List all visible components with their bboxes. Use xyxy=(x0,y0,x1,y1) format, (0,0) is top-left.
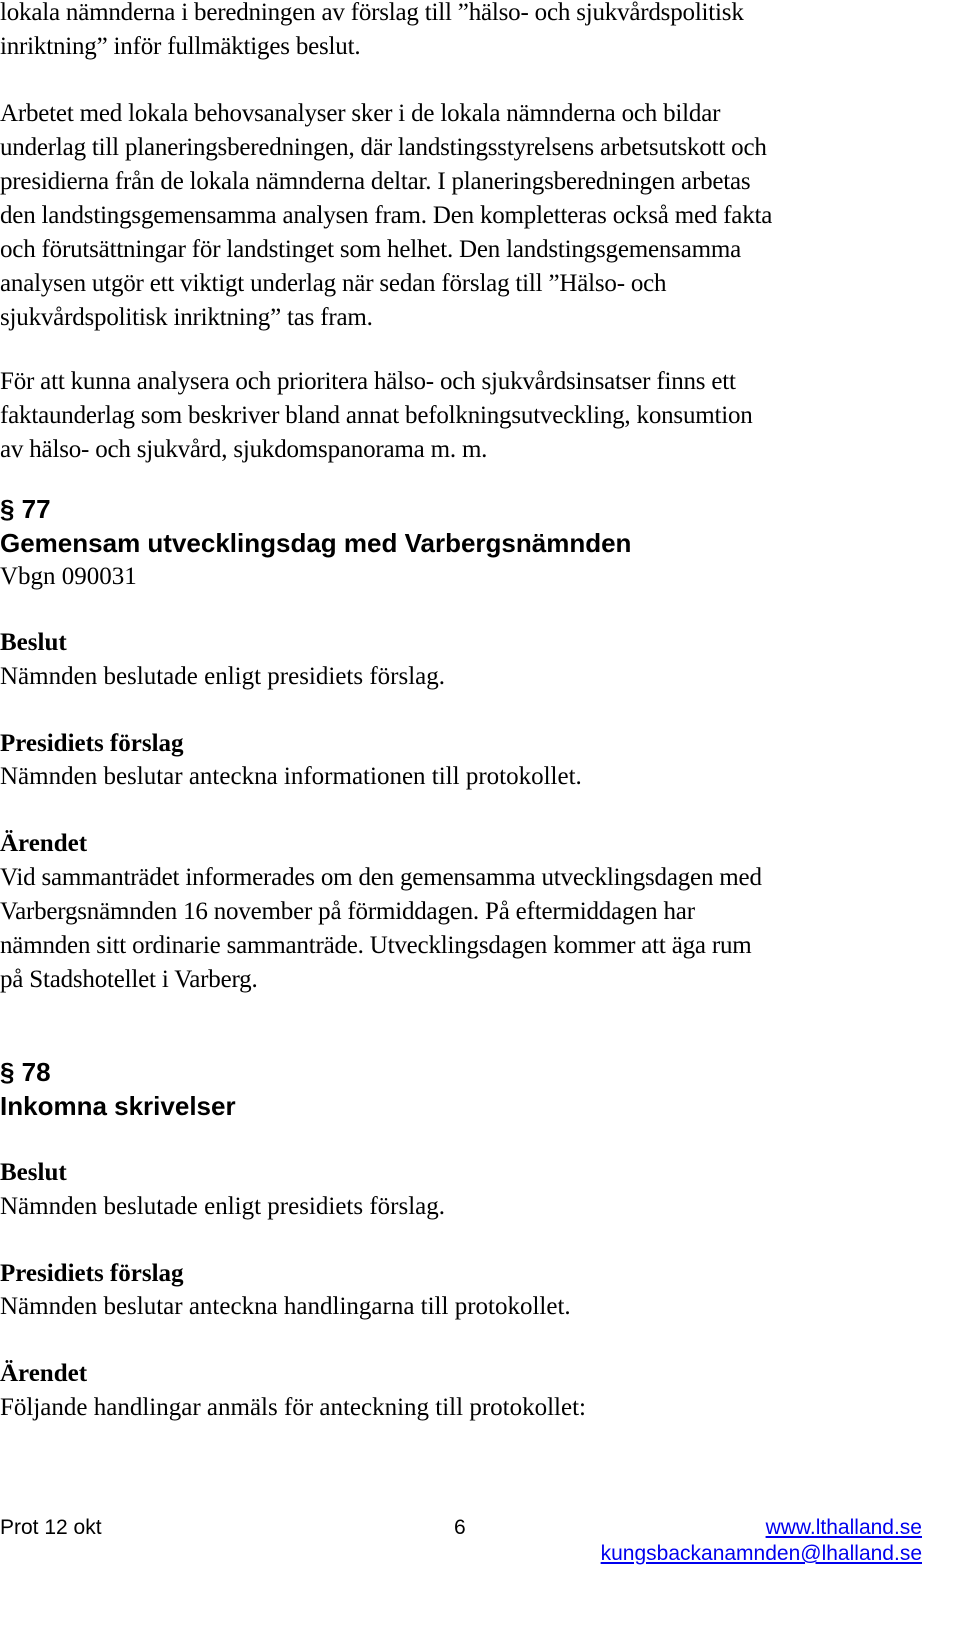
text-line: sjukvårdspolitisk inriktning” tas fram. xyxy=(0,304,373,331)
text-line: faktaunderlag som beskriver bland annat befolkningsutveckling, konsumtion xyxy=(0,402,753,429)
footer-website-link[interactable]: www.lthalland.se xyxy=(765,1516,922,1539)
text-line: inriktning” inför fullmäktiges beslut. xyxy=(0,33,361,60)
intro-paragraph-2 xyxy=(0,97,955,335)
section-77-beslut-text: Nämnden beslutade enligt presidiets förslag. xyxy=(0,663,446,690)
text-line: den landstingsgemensamma analysen fram. Den kompletteras också med fakta xyxy=(0,202,773,229)
section-78-beslut-text: Nämnden beslutade enligt presidiets förslag. xyxy=(0,1193,446,1220)
section-77-beslut-heading: Beslut xyxy=(0,629,67,656)
section-77-title: Gemensam utvecklingsdag med Varbergsnämnden xyxy=(0,528,632,558)
text-line: lokala nämnderna i beredningen av förslag till ”hälso- och sjukvårdspolitisk xyxy=(0,0,744,26)
text-line: nämnden sitt ordinarie sammanträde. Utvecklingsdagen kommer att äga rum xyxy=(0,932,752,959)
section-77-reference: Vbgn 090031 xyxy=(0,563,137,590)
text-line: Varbergsnämnden 16 november på förmiddagen. På eftermiddagen har xyxy=(0,898,695,925)
section-78-number: § 78 xyxy=(0,1057,51,1087)
text-line: För att kunna analysera och prioritera hälso- och sjukvårdsinsatser finns ett xyxy=(0,368,736,395)
text-line: Vid sammanträdet informerades om den gemensamma utvecklingsdagen med xyxy=(0,864,762,891)
text-line: presidierna från de lokala nämnderna deltar. I planeringsberedningen arbetas xyxy=(0,168,751,195)
section-77-number: § 77 xyxy=(0,494,51,524)
text-line: på Stadshotellet i Varberg. xyxy=(0,966,258,993)
section-78-forslag-text: Nämnden beslutar anteckna handlingarna till protokollet. xyxy=(0,1293,571,1320)
section-78-arendet-text: Följande handlingar anmäls för anteckning till protokollet: xyxy=(0,1394,586,1421)
section-77-arendet-heading: Ärendet xyxy=(0,830,88,857)
section-78-arendet-heading: Ärendet xyxy=(0,1360,88,1387)
footer-protocol-label: Prot 12 okt xyxy=(0,1516,102,1539)
intro-paragraph-1 xyxy=(0,0,955,64)
section-77-arendet-text xyxy=(0,861,955,997)
intro-paragraph-3 xyxy=(0,365,955,467)
text-line: Arbetet med lokala behovsanalyser sker i de lokala nämnderna och bildar xyxy=(0,100,721,127)
section-78-forslag-heading: Presidiets förslag xyxy=(0,1260,184,1287)
text-line: och förutsättningar för landstinget som helhet. Den landstingsgemensamma xyxy=(0,236,741,263)
section-78-beslut-heading: Beslut xyxy=(0,1159,67,1186)
text-line: analysen utgör ett viktigt underlag när sedan förslag till ”Hälso- och xyxy=(0,270,667,297)
footer-page-number: 6 xyxy=(454,1516,466,1539)
section-77-forslag-text: Nämnden beslutar anteckna informationen till protokollet. xyxy=(0,763,582,790)
section-78-title: Inkomna skrivelser xyxy=(0,1091,236,1121)
text-line: av hälso- och sjukvård, sjukdomspanorama m. m. xyxy=(0,436,488,463)
section-77-forslag-heading: Presidiets förslag xyxy=(0,730,184,757)
text-line: underlag till planeringsberedningen, där landstingsstyrelsens arbetsutskott och xyxy=(0,134,767,161)
footer-email-link[interactable]: kungsbackanamnden@lhalland.se xyxy=(600,1542,922,1565)
